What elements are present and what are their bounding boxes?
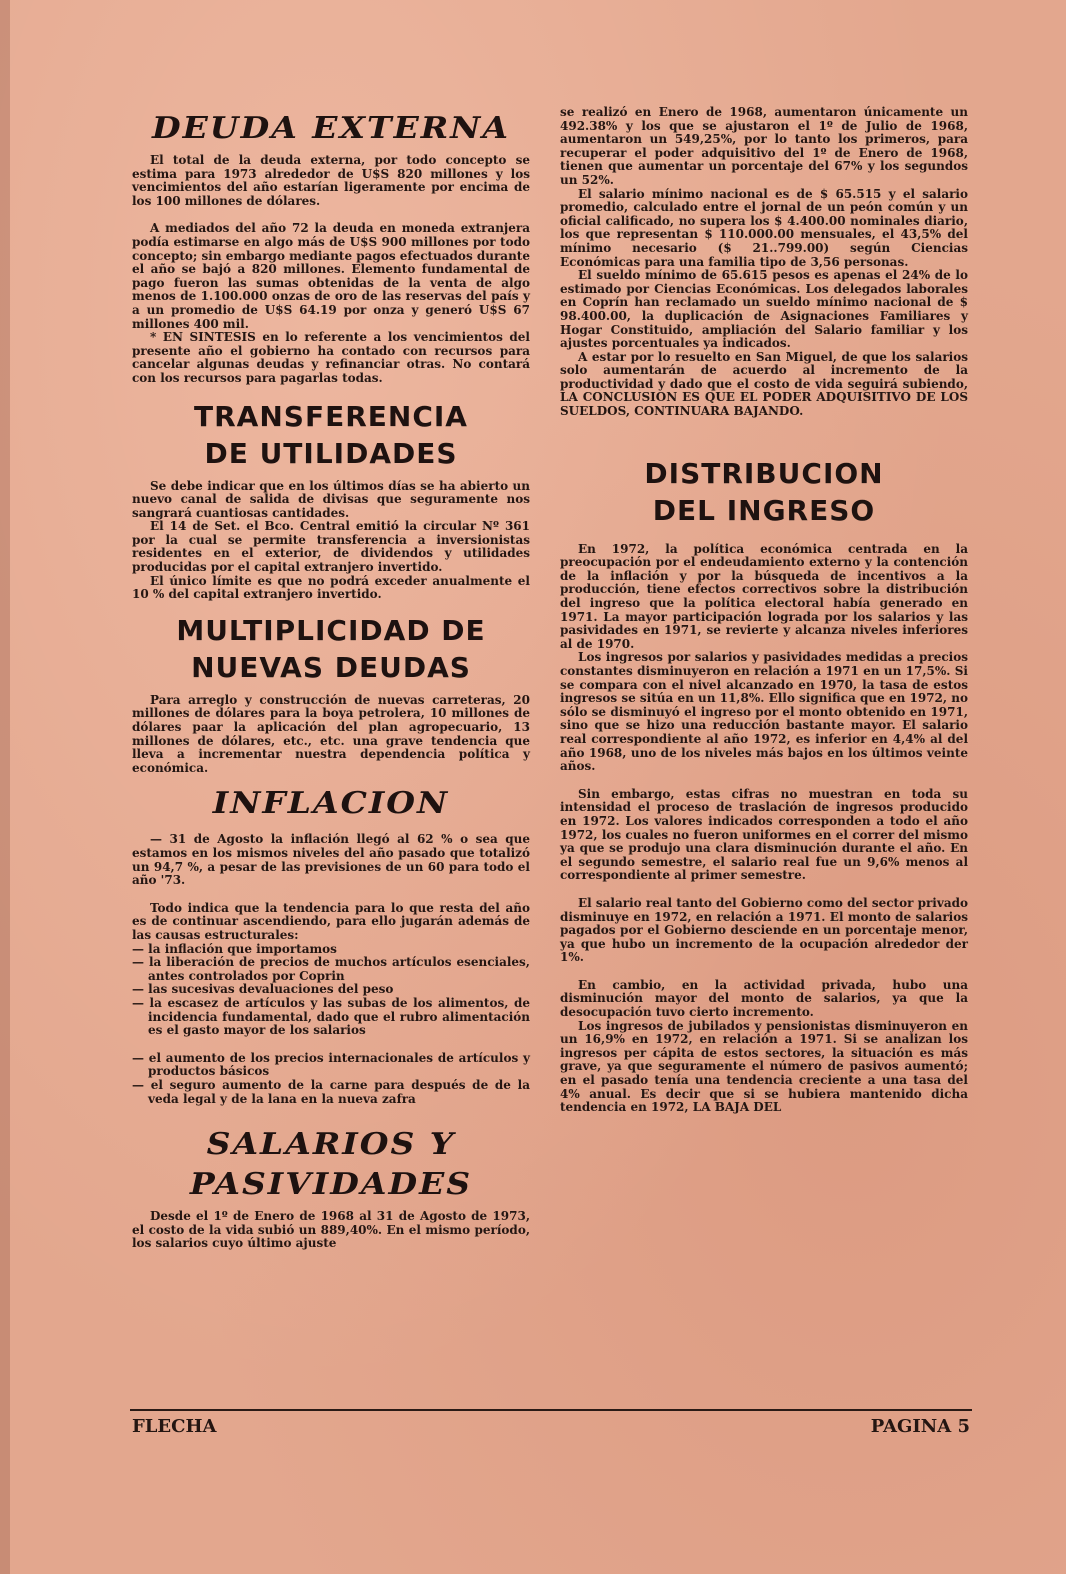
heading-transferencia-line2: DE UTILIDADES — [204, 436, 458, 470]
section-distribucion-ingreso — [560, 455, 968, 1115]
section-salarios-pasividades — [132, 1124, 530, 1251]
paragraph: El salario real tanto del Gobierno como del sector privado disminuye en 1972, en relación a 1971. El monto de salarios pagados por el Gobierno desciende en un porcentaje menor, ya que hubo un incremento de la ocupación alrededor der 1%. — [560, 895, 968, 965]
heading-salarios-line2: PASIVIDADES — [189, 1166, 473, 1202]
paragraph: Los ingresos de jubilados y pensionistas disminuyeron en un 16,9% en 1972, en relación a 1971. Si se analizan los ingresos per cápita de estos sectores, la situación es más grave, ya que seguramente el número de pasivos aumentó; en el pasado tenía una tendencia creciente a una tasa del 4% anual. Es decir que si se hubiera mantenido dicha tendencia en 1972, LA BAJA DEL — [560, 1018, 968, 1115]
paragraph: Para arreglo y construcción de nuevas carreteras, 20 millones de dólares para la boya petrolera, 10 millones de dólares paar la aplicación del plan agropecuario, 13 millones de dólares, etc., etc. una grave tendencia que lleva a incrementar nuestra dependencia política y económica. — [132, 692, 530, 775]
section-deuda-externa — [132, 108, 530, 386]
paragraph: En cambio, en la actividad privada, hubo una disminución mayor del monto de salarios, ya que la desocupación tuvo cierto incremento. — [560, 977, 968, 1020]
paragraph: Todo indica que la tendencia para lo que resta del año es de continuar ascendiendo, para ello jugarán además de las causas estructurales: — [132, 900, 530, 942]
list-item: — el aumento de los precios internacionales de artículos y productos básicos — [132, 1050, 530, 1079]
paragraph: Sin embargo, estas cifras no muestran en toda su intensidad el proceso de traslación de ingresos producido en 1972. Los valores indicados corresponden a todo el año 1972, los cuales no fueron uniformes en el correr del mismo ya que se produjo una clara disminución durante el año. En el segundo semestre, el salario real fue un 9,6% menos al correspondiente al primer semestre. — [560, 786, 968, 883]
list-item: — la liberación de precios de muchos artículos esenciales, antes controlados por Coprin — [132, 955, 530, 983]
section-transferencia-utilidades — [132, 398, 530, 602]
paragraph: El 14 de Set. el Bco. Central emitió la circular Nº 361 por la cual se permite transferencia a inversionistas residentes en el exterior, de dividendos y utilidades producidas por el capital extranjero invertido. — [132, 519, 530, 575]
list-item: — la inflación que importamos — [132, 941, 337, 956]
paragraph: Se debe indicar que en los últimos días se ha abierto un nuevo canal de salida de divisas que seguramente nos sangrará cuantiosas cantidades. — [132, 478, 530, 520]
list-item: — la escasez de artículos y las subas de los alimentos, de incidencia fundamental, dado que el rubro alimentación es el gasto mayor de los salarios — [132, 995, 530, 1038]
list-item: — las sucesivas devaluaciones del peso — [132, 982, 394, 997]
footer-rule — [130, 1409, 972, 1411]
right-column — [560, 106, 968, 1115]
paragraph: El único límite es que no podrá exceder anualmente el 10 % del capital extranjero invertido. — [132, 573, 530, 602]
paragraph: — 31 de Agosto la inflación llegó al 62 % o sea que estamos en los mismos niveles del año pasado que totalizó un 94,7 %, a pesar de las previsiones de un 60 para todo el año '73. — [132, 832, 530, 888]
paragraph: A estar por lo resuelto en San Miguel, de que los salarios solo aumentarán de acuerdo al incremento de la productividad y dado que el costo de vida seguirá subiendo, LA CONCLUSION ES QUE EL PODER ADQUISITIVO DE LOS SUELDOS, CONTINUARA BAJANDO. — [560, 349, 968, 419]
section-salarios-continued — [560, 106, 968, 419]
footer-page-number: PAGINA 5 — [870, 1416, 970, 1437]
heading-deuda-externa: DEUDA EXTERNA — [152, 110, 510, 146]
section-multiplicidad-deudas — [132, 612, 530, 776]
paragraph: El sueldo mínimo de 65.615 pesos es apenas el 24% de lo estimado por Ciencias Económicas. Los delegados laborales en Coprín han reclamado un sueldo mínimo nacional de $ 98.400.00, la duplicación de Asignaciones Familiares y Hogar Constituido, ampliación del Salario familiar y los ajustes porcentuales ya indicados. — [560, 268, 968, 351]
paragraph: El total de la deuda externa, por todo concepto se estima para 1973 alrededor de U$S 820 millones y los vencimientos del año estarían ligeramente por encima de los 100 millones de dólares. — [132, 153, 530, 208]
heading-inflacion: INFLACION — [212, 785, 450, 821]
section-inflacion — [132, 783, 530, 1106]
heading-transferencia-line1: TRANSFERENCIA — [194, 399, 468, 433]
heading-multiplicidad-line2: NUEVAS DEUDAS — [191, 650, 471, 684]
heading-distribucion-line1: DISTRIBUCION — [644, 456, 884, 490]
heading-multiplicidad-line1: MULTIPLICIDAD DE — [176, 613, 486, 647]
paragraph: El salario mínimo nacional es de $ 65.515 y el salario promedio, calculado entre el jornal de un peón común y un oficial calificado, no supera los $ 4.400.00 nominales diario, los que representan $ 110.000.00 mensuales, el 43,5% del mínimo necesario ($ 21..799.00) según Ciencias Económicas para una familia tipo de 3,56 personas. — [560, 186, 968, 269]
paragraph: Los ingresos por salarios y pasividades medidas a precios constantes disminuyeron en relación a 1971 en un 17,5%. Si se compara con el nivel alcanzado en 1970, la tasa de estos ingresos se sitúa en un 11,8%. Ello significa que en 1972, no sólo se disminuyó el ingreso por el monto obtenido en 1971, sino que se hizo una reducción bastante mayor. El salario real correspondiente al año 1972, es inferior en 4,4% al del año 1968, uno de los niveles más bajos en los últimos veinte años. — [560, 650, 968, 774]
heading-distribucion-line2: DEL INGRESO — [652, 493, 876, 527]
page-edge — [0, 0, 10, 1574]
paragraph: Desde el 1º de Enero de 1968 al 31 de Agosto de 1973, el costo de la vida subió un 889,40%. En el mismo período, los salarios cuyo último ajuste — [132, 1209, 530, 1251]
heading-salarios-line1: SALARIOS Y — [206, 1126, 456, 1162]
inflation-causes-list-2 — [132, 1052, 530, 1106]
paragraph: * EN SINTESIS en lo referente a los vencimientos del presente año el gobierno ha contado con recursos para cancelar algunas deudas y refinanciar otras. No contará con los recursos para pagarlas todas. — [132, 330, 530, 385]
paragraph: se realizó en Enero de 1968, aumentaron únicamente un 492.38% y los que se ajustaron el 1º de Julio de 1968, aumentaron un 549,25%, por lo tanto los primeros, para recuperar el poder adquisitivo del 1º de Enero de 1968, tienen que aumentar un porcentaje del 67% y los segundos un 52%. — [560, 105, 968, 187]
inflation-causes-list — [132, 943, 530, 1038]
left-column — [132, 102, 530, 1251]
footer-publication-name: FLECHA — [132, 1416, 217, 1437]
paragraph: A mediados del año 72 la deuda en moneda extranjera podía estimarse en algo más de U$S 900 millones por todo concepto; sin embargo mediante pagos efectuados durante el año se bajó a 820 millones. Elemento fundamental de pago fueron las sumas obtenidas de la venta de algo menos de 1.100.000 onzas de oro de las reservas del país y a un promedio de U$S 64.19 por onza y generó U$S 67 millones 400 mil. — [132, 221, 530, 331]
paragraph: En 1972, la política económica centrada en la preocupación por el endeudamiento externo y la contención de la inflación y por la búsqueda de incentivos a la producción, tiene efectos correctivos sobre la distribución del ingreso que la política electoral había generado en 1971. La mayor participación lograda por los salarios y las pasividades en 1971, se revierte y alcanza niveles inferiores al de 1970. — [560, 541, 968, 651]
list-item: — el seguro aumento de la carne para después de de la veda legal y de la lana en la nueva zafra — [132, 1077, 530, 1106]
